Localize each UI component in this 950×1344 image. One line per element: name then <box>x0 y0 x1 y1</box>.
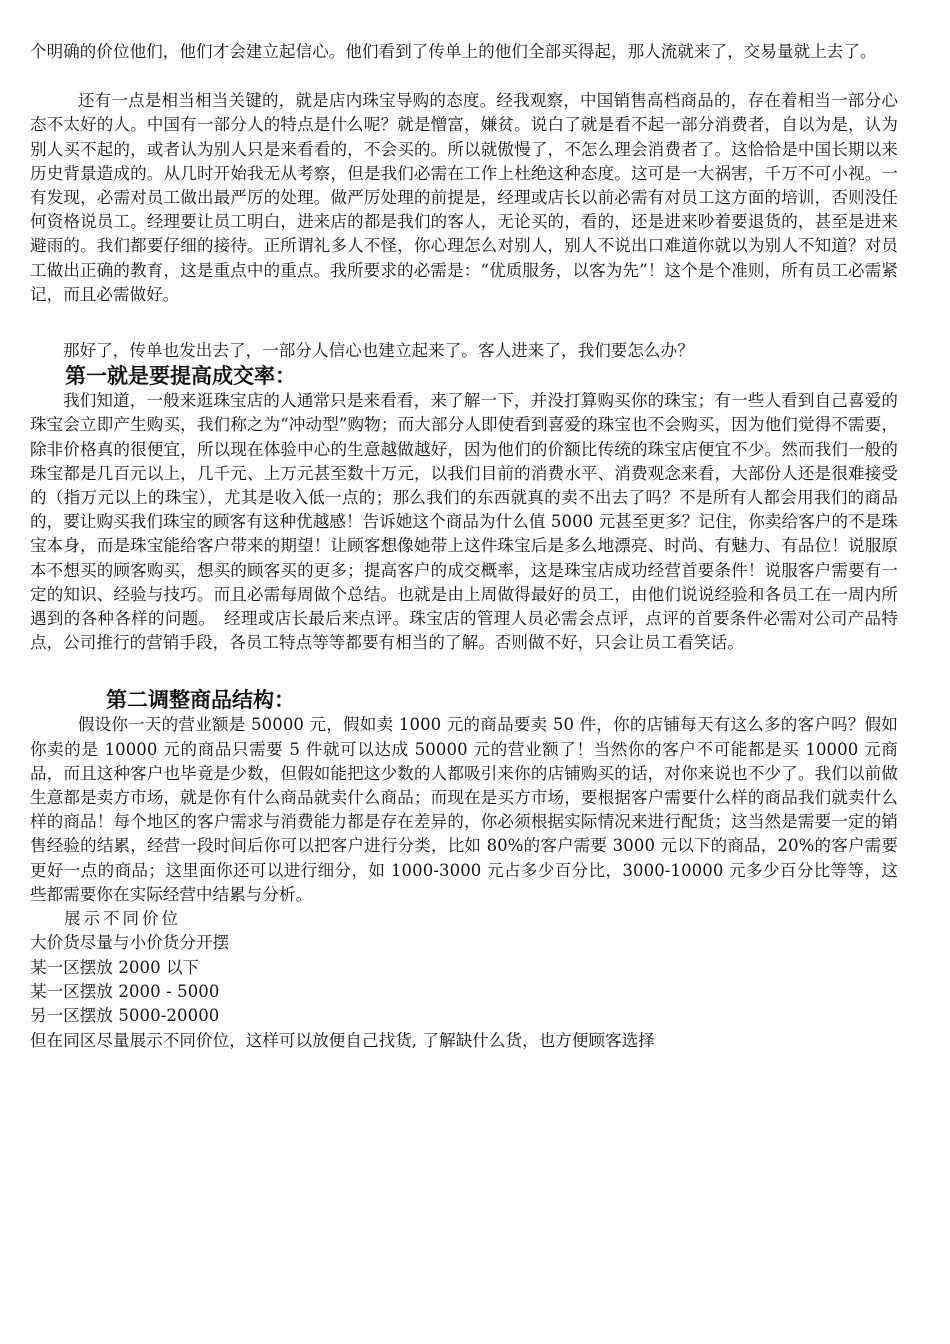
spacer <box>30 655 898 687</box>
paragraph-product-structure: 假设你一天的营业额是 50000 元，假如卖 1000 元的商品要卖 50 件，你的店铺每天有这么多的客户吗？假如你卖的是 10000 元的商品只需要 5 件就可以达成 50000 元的营业额了！当然你的客户不可能都是买 10000 元商品，而且这种客户也毕竟是少数，但假如能把这少数的人都吸引来你的店铺购买的话，对你来说也不少了。我们以前做生意都是卖方市场，就是你有什么商品就卖什么商品；而现在是买方市场，要根据客户需要什么样的商品我们就卖什么样的商品！每个地区的客户需求与消费能力都是存在差异的，你必须根据实际情况来进行配货；这当然是需要一定的销售经验的结累，经营一段时间后你可以把客户进行分类，比如 80%的客户需要 3000 元以下的商品，20%的客户需要更好一点的商品；这里面你还可以进行细分，如 1000-3000 元占多少百分比，3000-10000 元多少百分比等等，这些都需要你在实际经营中结累与分析。 <box>30 715 898 904</box>
spacer <box>30 64 898 89</box>
document-page <box>30 40 898 1053</box>
spacer <box>30 307 898 339</box>
list-item-zone-1: 某一区摆放 2000 以下 <box>30 957 200 977</box>
list-item-same-zone-note: 但在同区尽量展示不同价位，这样可以放便自己找货, 了解缺什么货，也方便顾客选择 <box>30 1030 655 1050</box>
list-item-separate: 大价货尽量与小价货分开摆 <box>30 933 230 953</box>
paragraph-transition: 那好了，传单也发出去了，一部分人信心也建立起来了。客人进来了，我们要怎么办？ <box>63 341 694 361</box>
paragraph-conversion-rate: 我们知道，一般来逛珠宝店的人通常只是来看看，来了解一下，并没打算购买你的珠宝；有一些人看到自己喜爱的珠宝会立即产生购买，我们称之为“冲动型”购物；而大部分人即使看到喜爱的珠宝也不会购买，因为他们觉得不需要，除非价格真的很便宜，所以现在体验中心的生意越做越好，因为他们的价额比传统的珠宝店便宜不少。然而我们一般的珠宝都是几百元以上，几千元、上万元甚至数十万元，以我们目前的消费水平、消费观念来看，大部份人还是很难接受的（指万元以上的珠宝），尤其是收入低一点的；那么我们的东西就真的卖不出去了吗？不是所有人都会用我们的商品的，要让购买我们珠宝的顾客有这种优越感！告诉她这个商品为什么值 5000 元甚至更多？记住，你卖给客户的不是珠宝本身，而是珠宝能给客户带来的期望！让顾客想像她带上这件珠宝后是多么地漂亮、时尚、有魅力、有品位！说服原本不想买的顾客购买，想买的顾客买的更多；提高客户的成交概率，这是珠宝店成功经营首要条件！说服客户需要有一定的知识、经验与技巧。而且必需每周做个总结。也就是由上周做得最好的员工，由他们说说经验和各员工在一周内所遇到的各种各样的问题。 经理或店长最后来点评。珠宝店的管理人员必需会点评，点评的首要条件必需对公司产品特点，公司推行的营销手段，各员工特点等等都要有相当的了解。否则做不好，只会让员工看笑话。 <box>30 391 898 653</box>
heading-product-structure: 第二调整商品结构： <box>106 687 295 713</box>
list-item-zone-3: 另一区摆放 5000-20000 <box>30 1006 220 1026</box>
list-item-zone-2: 某一区摆放 2000 - 5000 <box>30 981 220 1001</box>
paragraph-intro-tail: 个明确的价位他们，他们才会建立起信心。他们看到了传单上的他们全部买得起，那人流就来了，交易量就上去了。 <box>30 42 877 61</box>
heading-conversion-rate: 第一就是要提高成交率： <box>65 363 296 389</box>
list-item-price-display: 展示不同价位 <box>64 909 181 929</box>
paragraph-staff-attitude: 还有一点是相当相当关键的，就是店内珠宝导购的态度。经我观察，中国销售高档商品的，存在着相当一部分心态不太好的人。中国有一部分人的特点是什么呢？就是憎富，嫌贫。说白了就是看不起一部分消费者，自以为是，认为别人买不起的，或者认为别人只是来看看的，不会买的。所以就傲慢了，不怎么理会消费者了。这恰恰是中国长期以来历史背景造成的。从几时开始我无从考察，但是我们必需在工作上杜绝这种态度。这可是一大祸害，千万不可小视。一有发现，必需对员工做出最严厉的处理。做严厉处理的前提是，经理或店长以前必需有对员工这方面的培训，否则没任何资格说员工。经理要让员工明白，进来店的都是我们的客人，无论买的，看的，还是进来吵着要退货的，甚至是进来避雨的。我们都要仔细的接待。正所谓礼多人不怪，你心理怎么对别人，别人不说出口难道你就以为别人不知道？对员工做出正确的教育，这是重点中的重点。我所要求的必需是：“优质服务，以客为先”！这个是个准则，所有员工必需紧记，而且必需做好。 <box>30 91 898 304</box>
